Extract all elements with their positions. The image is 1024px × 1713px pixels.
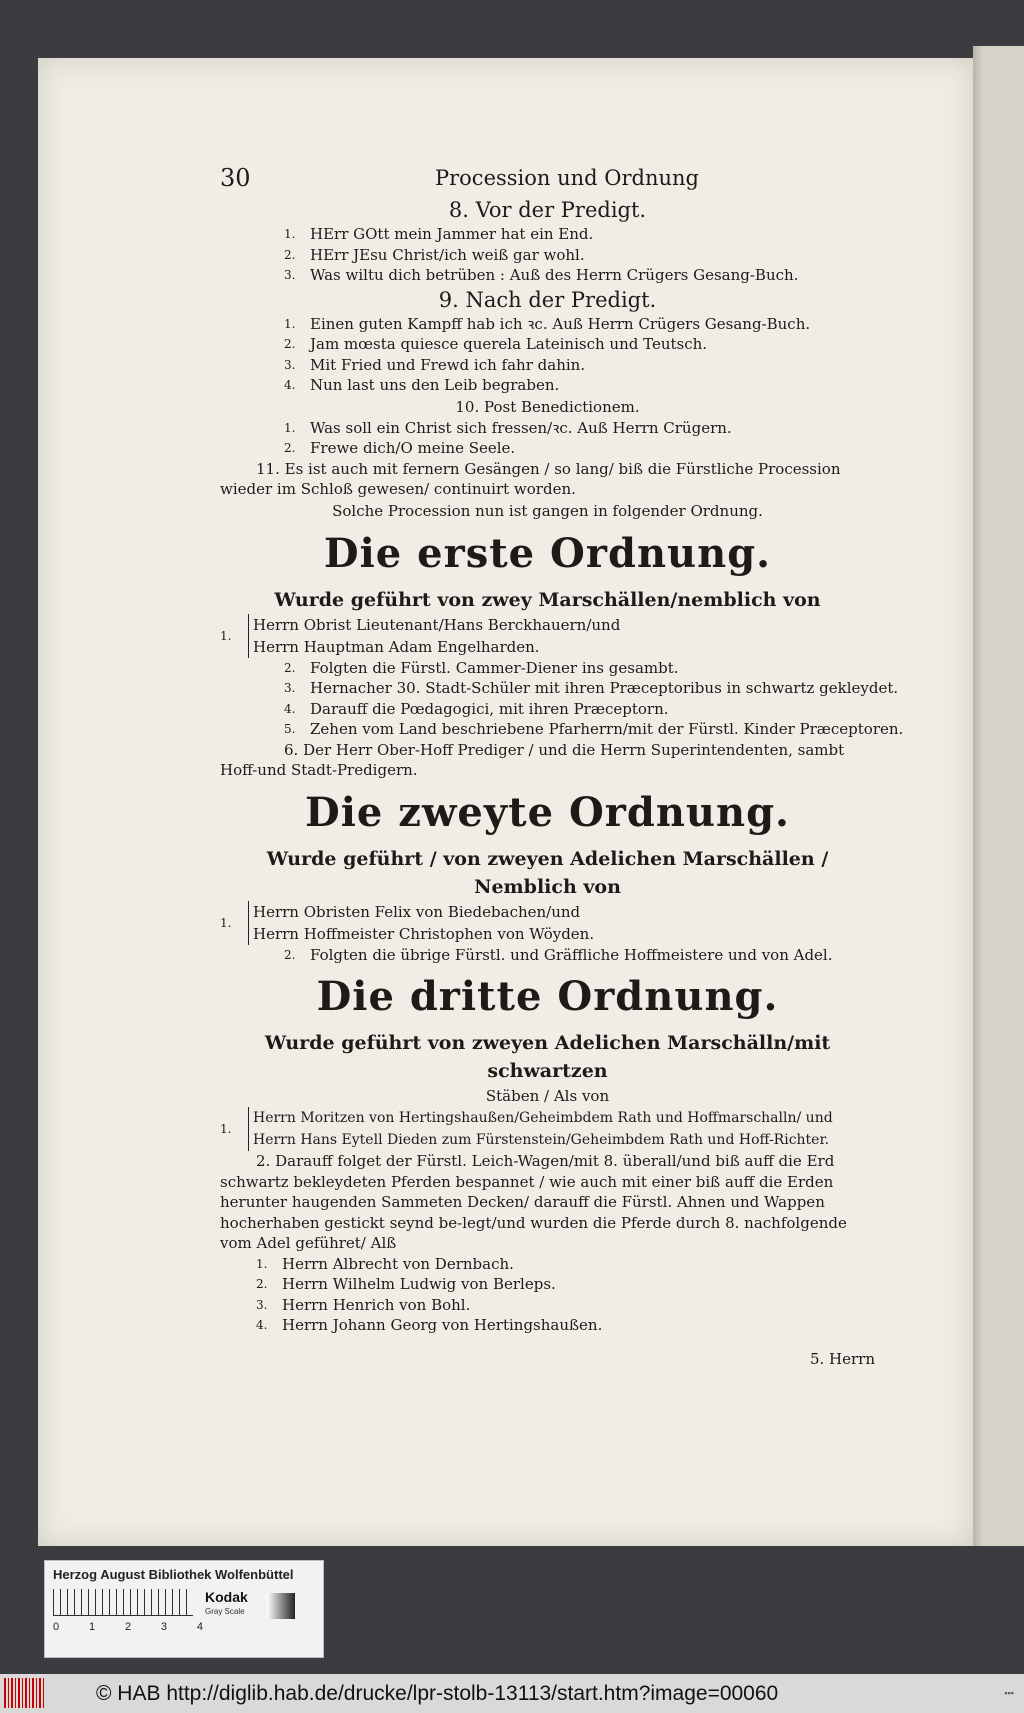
- catchword: 5. Herrn: [809, 1349, 875, 1368]
- ruler-numbers: 0 1 2 3 4: [53, 1621, 203, 1633]
- group-line: Herrn Hoffmeister Christophen von Wöyden.: [253, 924, 595, 943]
- list-item: 4. Darauff die Pœdagogici, mit ihren Præceptorn.: [284, 699, 669, 718]
- source-url[interactable]: © HAB http://diglib.hab.de/drucke/lpr-stolb-13113/start.htm?image=00060: [96, 1682, 779, 1705]
- list-item: 2. Herrn Wilhelm Ludwig von Berleps.: [256, 1275, 556, 1293]
- list-item: 1. HErr GOtt mein Jammer hat ein End.: [284, 225, 594, 243]
- group-line: Herrn Hauptman Adam Engelharden.: [253, 637, 540, 656]
- list-item: 2. Jam mœsta quiesce querela Lateinisch und Teutsch.: [284, 335, 708, 353]
- list-item: 1. Einen guten Kampff hab ich ꝛc. Auß Herrn Crügers Gesang-Buch.: [284, 314, 811, 333]
- page-text: [220, 160, 904, 1368]
- group-line: Herrn Moritzen von Hertingshaußen/Geheimbdem Rath und Hoffmarschalln/ und: [253, 1110, 833, 1126]
- order-3-subtitle: Wurde geführt von zweyen Adelichen Marschälln/mit schwartzen: [264, 1032, 831, 1082]
- page-header: [220, 160, 875, 196]
- section-10-title: 10. Post Benedictionem.: [455, 397, 640, 416]
- group-line: Herrn Obrist Lieutenant/Hans Berckhauern/und: [253, 615, 621, 634]
- facing-page-edge: [973, 46, 1024, 1546]
- list-item: 3. Was wiltu dich betrüben : Auß des Herrn Crügers Gesang-Buch.: [284, 266, 799, 284]
- group-number: 1.: [220, 1122, 232, 1136]
- order-2-group: [220, 901, 875, 945]
- list-item: 3. Herrn Henrich von Bohl.: [256, 1295, 471, 1314]
- group-number: 1.: [220, 628, 232, 643]
- order-3-title: Die dritte Ordnung.: [316, 973, 779, 1020]
- order-3-group: [220, 1107, 875, 1151]
- section-8-title: 8. Vor der Predigt.: [448, 198, 647, 222]
- group-line: Herrn Hans Eytell Dieden zum Fürstenstein/Geheimbdem Rath und Hoff-Richter.: [253, 1132, 830, 1148]
- group-bracket: [248, 614, 620, 658]
- list-item: 5. Zehen vom Land beschriebene Pfarherrn/mit der Fürstl. Kinder Præceptoren.: [284, 720, 904, 738]
- order-1-paragraph: 6. Der Herr Ober-Hoff Prediger / und die Herrn Superintendenten, sambt Hoff-und Stadt-Predigern.: [220, 740, 845, 779]
- page-number: 30: [220, 164, 251, 192]
- group-bracket: [248, 901, 594, 945]
- order-1-title: Die erste Ordnung.: [323, 529, 772, 577]
- list-item: 3. Mit Fried und Frewd ich fahr dahin.: [284, 355, 586, 374]
- group-line: Herrn Obristen Felix von Biedebachen/und: [253, 902, 581, 921]
- library-name: Herzog August Bibliothek Wolfenbüttel: [53, 1567, 294, 1582]
- kodak-label: Kodak: [205, 1589, 248, 1605]
- list-item: 3. Hernacher 30. Stadt-Schüler mit ihren Præceptoribus in schwartz gekleydet.: [284, 679, 899, 697]
- list-item: 4. Herrn Johann Georg von Hertingshaußen.: [256, 1316, 603, 1334]
- list-item: 2. HErr JEsu Christ/ich weiß gar wohl.: [284, 245, 585, 264]
- procession-intro: Solche Procession nun ist gangen in folgender Ordnung.: [332, 501, 763, 520]
- footer-bar: [0, 1674, 1024, 1713]
- list-item: 2. Folgten die übrige Fürstl. und Gräffliche Hoffmeistere und von Adel.: [284, 945, 833, 964]
- list-item: 4. Nun last uns den Leib begraben.: [284, 376, 560, 394]
- section-9-title: 9. Nach der Predigt.: [438, 287, 657, 312]
- order-2-subtitle: Wurde geführt / von zweyen Adelichen Marschällen / Nemblich von: [266, 847, 829, 898]
- list-item: 2. Folgten die Fürstl. Cammer-Diener ins gesambt.: [284, 658, 679, 677]
- group-number: 1.: [220, 915, 232, 930]
- running-title: Procession und Ordnung: [435, 166, 699, 190]
- list-item: 2. Frewe dich/O meine Seele.: [284, 439, 516, 457]
- order-1-subtitle: Wurde geführt von zwey Marschällen/nemblich von: [274, 588, 821, 611]
- order-3-paragraph: 2. Darauff folget der Fürstl. Leich-Wagen/mit 8. überall/und biß auff die Erd schwartz bekleydeten Pferden bespannet / wie auch mit einer biß auff die Erden herunter haugenden Sammeten Decken/ darauff die Fürstl. Ahnen und Wappen hocherhaben gestickt seynd be-legt/und wurden die Pferde durch 8. nachfolgende vom Adel geführet/ Alß: [220, 1152, 847, 1252]
- grayscale-label: Gray Scale: [205, 1607, 245, 1616]
- list-item: 1. Was soll ein Christ sich fressen/ꝛc. Auß Herrn Crügern.: [284, 418, 732, 437]
- list-item: 1. Herrn Albrecht von Dernbach.: [256, 1254, 514, 1273]
- library-color-bar: [44, 1560, 324, 1658]
- barcode-icon: [4, 1678, 46, 1708]
- order-2-title: Die zweyte Ordnung.: [305, 788, 790, 836]
- group-bracket: [248, 1107, 833, 1151]
- order-1-group: [220, 614, 875, 658]
- section-11-paragraph: 11. Es ist auch mit fernern Gesängen / so lang/ biß die Fürstliche Procession wieder im Schloß gewesen/ continuirt worden.: [220, 459, 841, 498]
- scale-ruler: [53, 1589, 193, 1616]
- order-3-subtitle-cont: Stäben / Als von: [485, 1087, 610, 1105]
- footer-small-text: ▪▪▪: [1004, 1688, 1014, 1698]
- gray-patch: [267, 1593, 295, 1619]
